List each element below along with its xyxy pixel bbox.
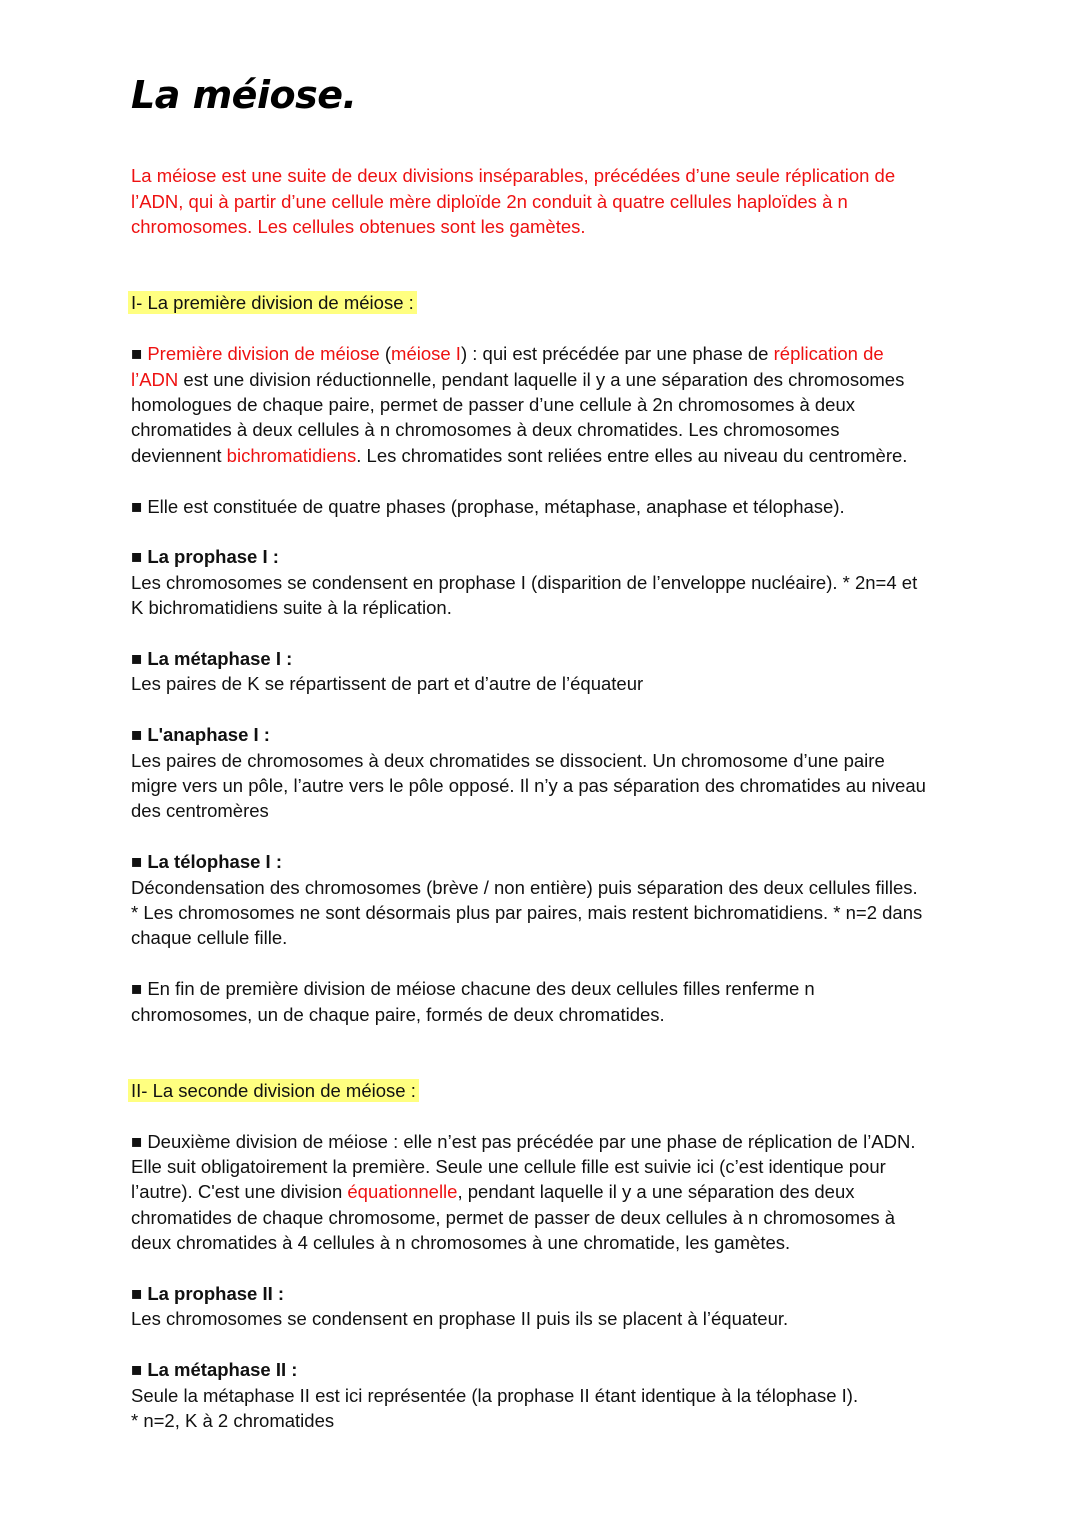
section-1-heading-text: I- La première division de méiose : — [128, 291, 417, 314]
phase-metaphase-2 — [131, 1357, 1011, 1433]
definition-text: est une division réductionnelle, pendant laquelle il y a une séparation des chromosomes homologues de chaque paire, permet de passer d’une cellule à 2n chromosomes à deux chromatides à deux cellules à n chromosomes à deux chromatides. Les chromosomes deviennent — [131, 368, 905, 466]
page-title: La méiose. — [131, 73, 357, 117]
section-1-heading — [131, 290, 1011, 315]
phase-text: Les paires de K se répartissent de part et d’autre de l’équateur — [131, 673, 644, 695]
intro-paragraph: La méiose est une suite de deux divisions inséparables, précédées d’une seule réplication de l’ADN, qui à partir d’une cellule mère diploïde 2n conduit à quatre cellules haploïdes à n chromosomes. Les cellules obtenues sont les gamètes. — [131, 165, 896, 238]
highlight-term: bichromatidiens — [226, 444, 357, 466]
phase-title: ■ L'anaphase I : — [131, 724, 270, 746]
phase-prophase-2 — [131, 1281, 1011, 1332]
definition-text: . Les chromatides sont reliées entre elles au niveau du centromère. — [356, 444, 908, 466]
phase-text: Seule la métaphase II est ici représentée (la prophase II étant identique à la télophase I). * n=2, K à 2 chromatides — [131, 1384, 859, 1432]
definition-text: , pendant laquelle il y a une séparation des deux chromatides de chaque chromosome, permet de passer de deux cellules à n chromosomes à deux chromatides à 4 cellules à n chromosomes à une chromatide, les gamètes. — [131, 1181, 896, 1254]
document-body — [131, 163, 1011, 1433]
phase-title: ■ La prophase I : — [131, 546, 279, 568]
meiosis-1-definition — [131, 341, 1011, 468]
meiosis-2-definition — [131, 1129, 1011, 1256]
phase-metaphase-1 — [131, 646, 1011, 697]
phases-note: ■ Elle est constituée de quatre phases (prophase, métaphase, anaphase et télophase). — [131, 495, 845, 517]
highlight-term: Première division de méiose — [147, 343, 380, 365]
phase-anaphase-1 — [131, 722, 1011, 824]
section-2-heading — [131, 1078, 1011, 1103]
definition-text: ■ Deuxième division de méiose : elle n’est pas précédée par une phase de réplication de l’ADN. Elle suit obligatoirement la première. Seule une cellule fille est suivie ici (c’est identique pour l’autre). C'est une division — [131, 1130, 916, 1203]
section-1-conclusion: ■ En fin de première division de méiose chacune des deux cellules filles renferme n chromosomes, un de chaque paire, formés de deux chromatides. — [131, 978, 815, 1025]
phase-title: ■ La métaphase II : — [131, 1359, 298, 1381]
phase-title: ■ La métaphase I : — [131, 647, 293, 669]
highlight-term: méiose I — [391, 343, 461, 365]
phase-prophase-1 — [131, 544, 1011, 620]
definition-text: ) : qui est précédée par une phase de — [460, 343, 774, 365]
phase-title: ■ La télophase I : — [131, 851, 282, 873]
section-2-heading-text: II- La seconde division de méiose : — [128, 1079, 419, 1102]
phase-title: ■ La prophase II : — [131, 1283, 285, 1304]
definition-text: ■ — [131, 343, 148, 365]
highlight-term: réplication de l’ADN — [131, 343, 884, 390]
highlight-term: équationnelle — [347, 1181, 458, 1203]
phase-text: Décondensation des chromosomes (brève / non entière) puis séparation des deux cellules filles. * Les chromosomes ne sont désormais plus par paires, mais restent bichromatidiens. * n=2 dans chaque cellule fille. — [131, 876, 923, 949]
phase-text: Les chromosomes se condensent en prophase II puis ils se placent à l’équateur. — [131, 1308, 789, 1330]
definition-text: ( — [379, 343, 392, 365]
phase-text: Les paires de chromosomes à deux chromatides se dissocient. Un chromosome d’une paire migre vers un pôle, l’autre vers le pôle opposé. Il n’y a pas séparation des chromatides au niveau des centromères — [131, 749, 926, 822]
phase-text: Les chromosomes se condensent en prophase I (disparition de l’enveloppe nucléaire). * 2n=4 et K bichromatidiens suite à la réplication. — [131, 571, 918, 619]
phase-telophase-1 — [131, 849, 1011, 951]
